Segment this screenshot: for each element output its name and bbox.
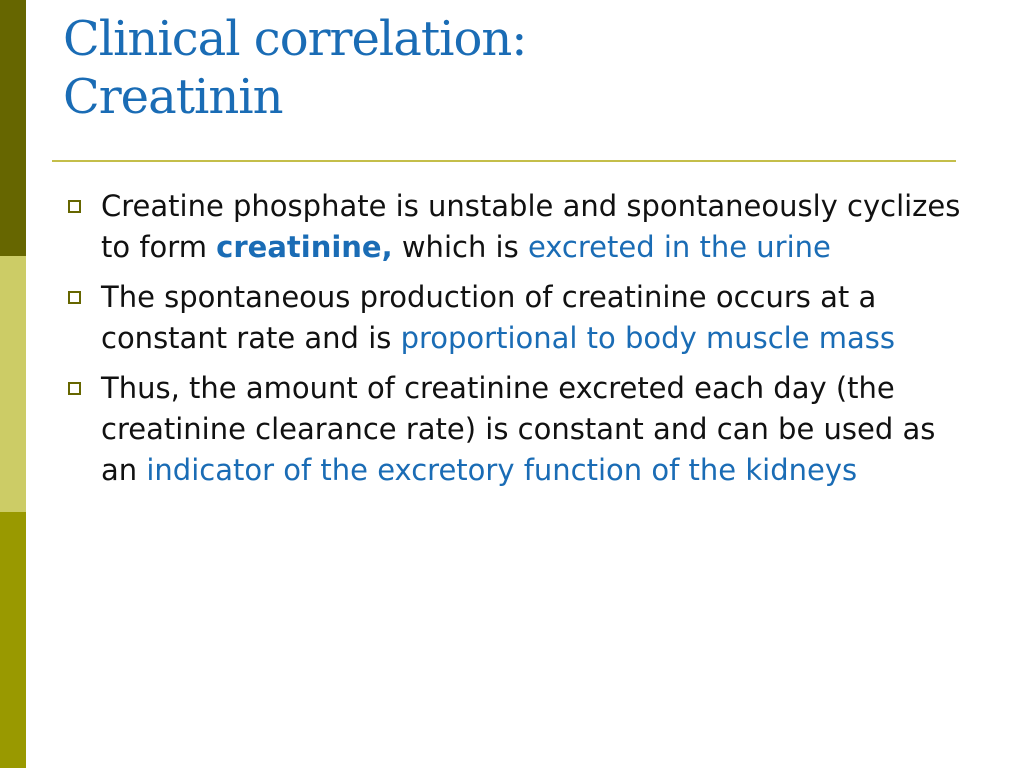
bullet-text-segment: which is <box>392 230 528 264</box>
bullet-text <box>101 371 935 487</box>
bullet-item <box>64 186 969 268</box>
slide-title <box>63 10 963 126</box>
sidebar-band-middle <box>0 256 26 512</box>
bullet-text <box>101 189 960 264</box>
bullet-text-segment: Thus, the amount of creatinine excreted each day (the creatinine clearance rate) is constant and can be used as an <box>101 371 936 487</box>
hollow-square-bullet-icon <box>68 200 81 213</box>
sidebar-band-top <box>0 0 26 256</box>
slide-title-line-1: Clinical correlation: <box>63 11 527 67</box>
highlighted-phrase: excreted in the urine <box>527 230 831 264</box>
highlighted-phrase: proportional to body muscle mass <box>400 321 895 355</box>
slide-title-line-2: Creatinin <box>63 69 283 125</box>
hollow-square-bullet-icon <box>68 382 81 395</box>
bullet-list <box>64 186 969 500</box>
highlighted-term: creatinine, <box>216 230 393 264</box>
hollow-square-bullet-icon <box>68 291 81 304</box>
bullet-item <box>64 277 969 359</box>
sidebar-band-bottom <box>0 512 26 768</box>
bullet-text <box>101 280 895 355</box>
bullet-item <box>64 368 969 491</box>
title-divider <box>52 160 956 162</box>
highlighted-phrase: indicator of the excretory function of the kidneys <box>146 453 858 487</box>
bullet-text-segment: The spontaneous production of creatinine occurs at a constant rate and is <box>101 280 877 355</box>
bullet-text-segment: Creatine phosphate is unstable and spontaneously cyclizes to form <box>101 189 961 264</box>
